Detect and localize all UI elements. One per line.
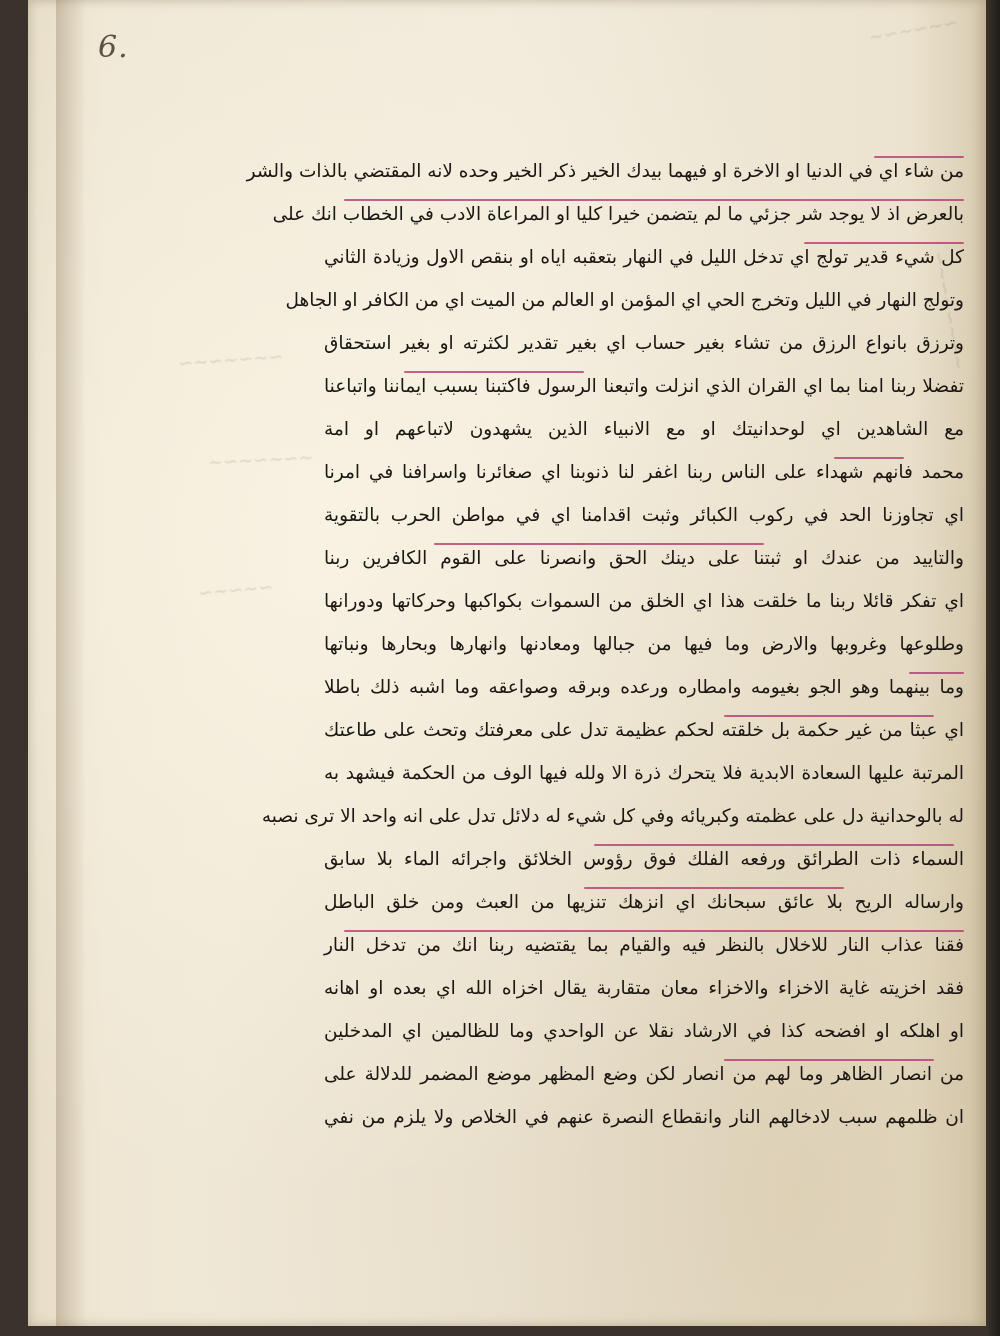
book-edge — [986, 0, 1000, 1336]
text-line-7: مع الشاهدين اي لوحدانيتك او مع الانبياء الذين يشهدون لاتباعهم او امة — [324, 419, 964, 440]
text-line-21: او اهلكه او افضحه كذا في الارشاد نقلا عن الواحدي وما للظالمين اي المدخلين — [324, 1021, 964, 1042]
text-line-15: المرتبة عليها السعادة الابدية فلا يتحرك ذرة الا ولله فيها الوف من الحكمة فيشهد به — [324, 763, 964, 784]
manuscript-page — [28, 0, 988, 1326]
text-line-10: والتاييد من عندك او ثبتنا على دينك الحق وانصرنا على القوم الكافرين ربنا — [324, 537, 964, 580]
text-line-18: وارساله الريح بلا عائق سبحانك اي انزهك تنزيها من العبث ومن خلق الباطل — [324, 881, 964, 924]
page-gutter-shadow — [56, 0, 86, 1326]
text-line-13: وما بينهما وهو الجو بغيومه وامطاره ورعده وبرقه وصواعقه وما اشبه ذلك باطلا — [324, 666, 964, 709]
text-line-16: له بالوحدانية دل على عظمته وكبريائه وفي كل شيء له دلائل تدل على انه واحد الا ترى نصبه — [261, 806, 964, 827]
text-line-22: من انصار الظاهر وما لهم من انصار لكن وضع المظهر موضع المضمر للدلالة على — [324, 1053, 964, 1096]
ink-bleed-through: ∼∽∼∽∼ — [197, 576, 275, 605]
text-line-8: محمد فانهم شهداء على الناس ربنا اغفر لنا ذنوبنا اي صغائرنا واسرافنا في امرنا — [324, 451, 964, 494]
manuscript-text-block — [246, 150, 964, 1139]
text-line-4: وتولج النهار في الليل وتخرج الحي اي المؤمن او العالم من الميت اي من الكافر او الجاهل — [285, 290, 964, 311]
ink-bleed-through: ∽∼∽∼∽∼∽ — [207, 447, 315, 474]
text-line-17: السماء ذات الطرائق ورفعه الفلك فوق رؤوس الخلائق واجرائه الماء بلا سابق — [324, 838, 964, 881]
text-line-11: اي تفكر قائلا ربنا ما خلقت هذا اي الخلق من السموات بكواكبها وحركاتها ودورانها — [324, 591, 964, 612]
text-line-23: ان ظلمهم سبب لادخالهم النار وانقطاع النصرة عنهم في الخلاص ولا يلزم من نفي — [324, 1107, 964, 1128]
text-line-2: بالعرض اذ لا يوجد شر جزئي ما لم يتضمن خيرا كليا او المراعاة الادب في الخطاب انك على — [324, 193, 964, 236]
text-line-20: فقد اخزيته غاية الاخزاء والاخزاء معان متقاربة يقال اخزاه الله اي بعده او اهانه — [324, 978, 964, 999]
text-line-3: كل شيء قدير تولج اي تدخل الليل في النهار بتعقبه اياه او بنقص الاول وزيادة الثاني — [324, 236, 964, 279]
ink-bleed-through: ∼∽∼∽∼∽ — [866, 12, 960, 49]
ink-bleed-through: ∼∽∼∽∼∽∼ — [177, 346, 285, 375]
text-line-1: من شاء اي في الدنيا او الاخرة او فيهما بيدك الخير ذكر الخير وحده لانه المقتضي بالذات والشر — [324, 150, 964, 193]
folio-number: 6. — [98, 30, 129, 65]
ink-bleed-through: ∽∼∽∼∽∼∽∼ — [927, 249, 970, 372]
text-line-19: فقنا عذاب النار للاخلال بالنظر فيه والقيام بما يقتضيه ربنا انك من تدخل النار — [324, 924, 964, 967]
text-line-5: وترزق بانواع الرزق من تشاء بغير حساب اي بغير تقدير لكثرته او بغير استحقاق — [324, 333, 964, 354]
text-line-9: اي تجاوزنا الحد في ركوب الكبائر وثبت اقدامنا اي في مواطن الحرب بالتقوية — [324, 505, 964, 526]
text-line-14: اي عبثا من غير حكمة بل خلقته لحكم عظيمة تدل على معرفتك وتحث على طاعتك — [324, 709, 964, 752]
text-line-12: وطلوعها وغروبها والارض وما فيها من جبالها ومعادنها وانهارها وبحارها ونباتها — [324, 634, 964, 655]
text-line-6: تفضلا ربنا امنا بما اي القران الذي انزلت واتبعنا الرسول فاكتبنا بسبب ايماننا واتباعنا — [324, 365, 964, 408]
